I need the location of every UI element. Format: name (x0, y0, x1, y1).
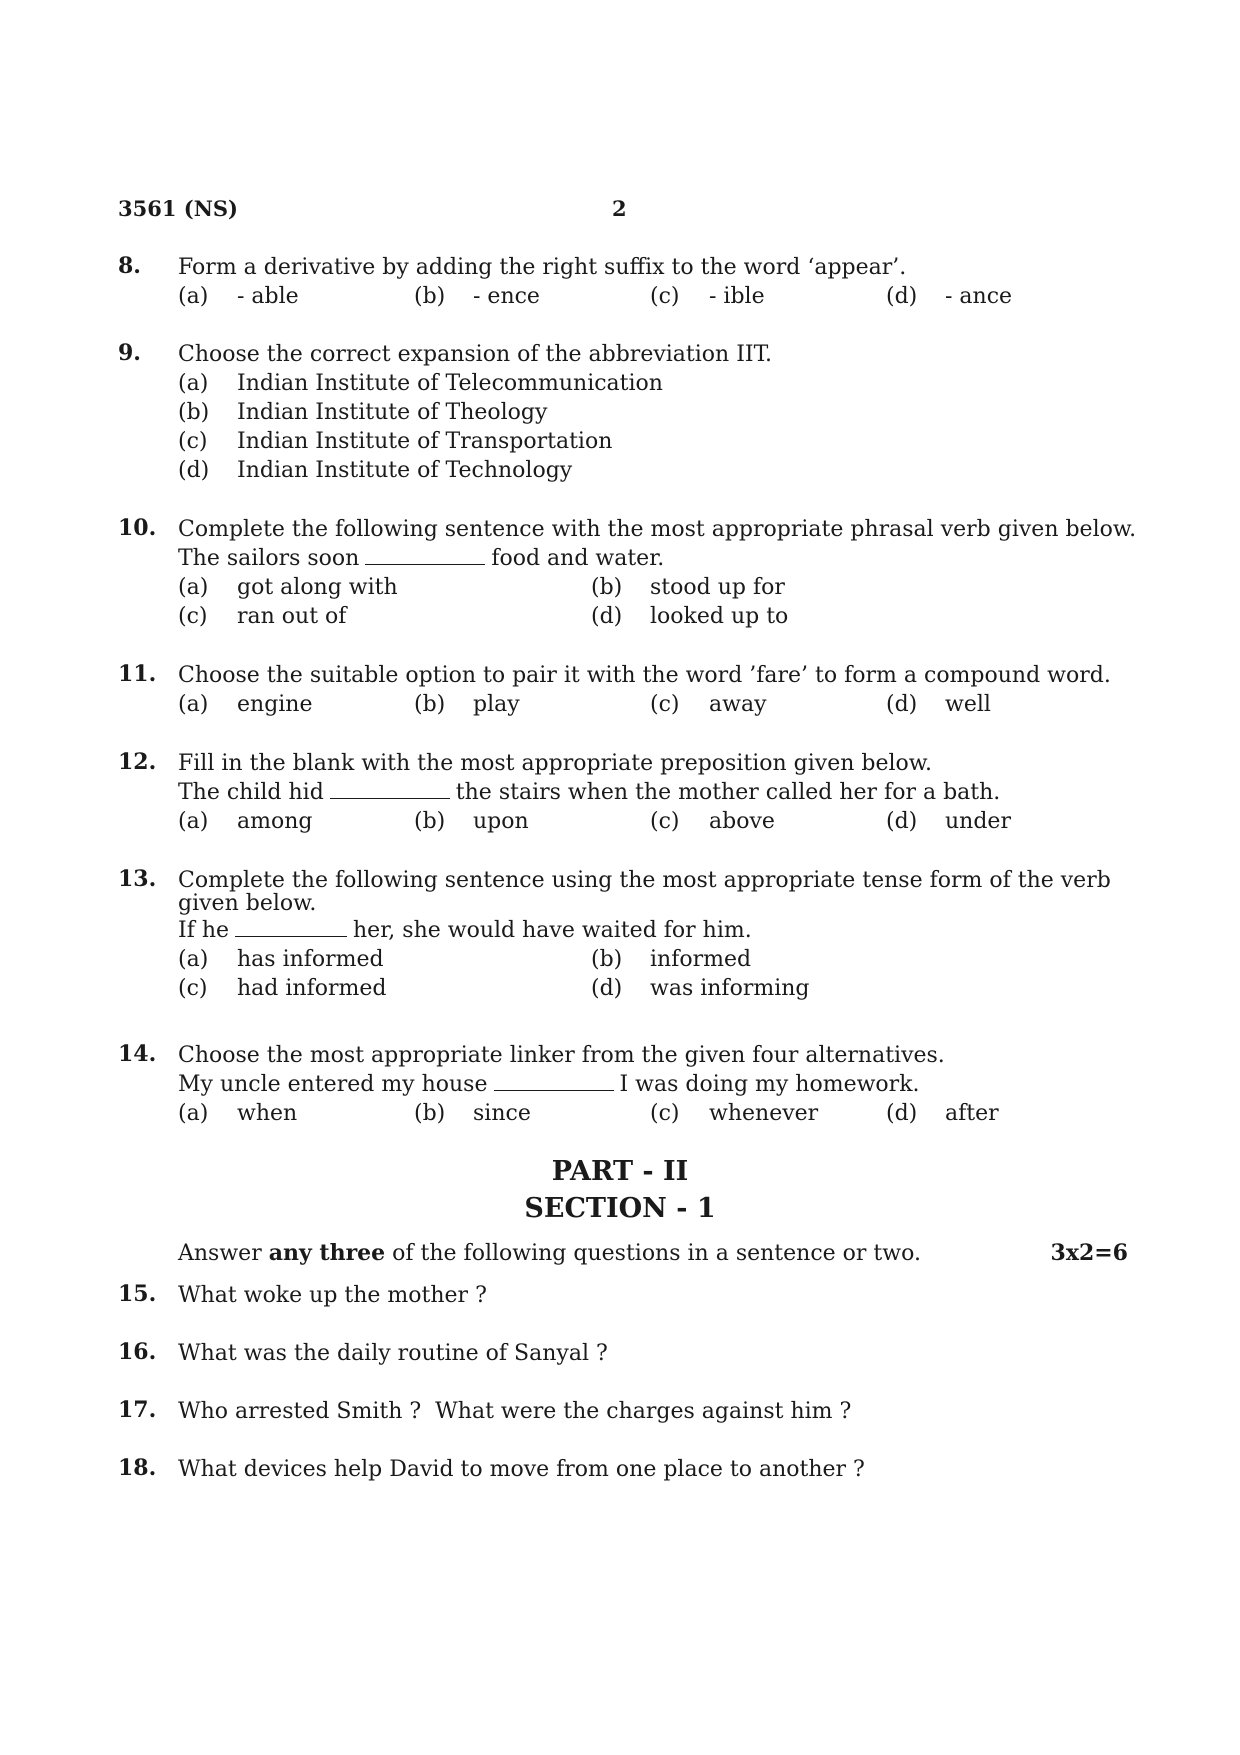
option-c (650, 1099, 886, 1128)
question-number: 10. (118, 515, 157, 541)
option-text: Indian Institute of Transportation (237, 429, 613, 454)
option-label: (d) (886, 1101, 918, 1126)
question-text: Complete the following sentence using the most appropriate tense form of the verb (178, 868, 1111, 893)
answer-blank (365, 546, 485, 565)
option-label: (c) (178, 429, 208, 454)
question-11 (118, 661, 1128, 719)
option-b (178, 398, 1128, 427)
option-label: (c) (650, 692, 680, 717)
instruction-end: of the following questions in a sentence or two. (392, 1241, 921, 1266)
option-a (178, 807, 414, 836)
option-text: was informing (650, 976, 810, 1001)
options (178, 945, 1128, 1003)
question-text: Choose the correct expansion of the abbreviation IIT. (178, 342, 773, 367)
option-c (650, 807, 886, 836)
question-number: 16. (118, 1339, 157, 1365)
answer-blank (330, 780, 450, 799)
sentence-start: My uncle entered my house (178, 1072, 488, 1097)
question-17 (118, 1397, 1128, 1426)
question-text: Complete the following sentence with the most appropriate phrasal verb given below. (178, 517, 1137, 542)
option-label: (d) (591, 604, 623, 629)
option-text: - ance (945, 284, 1013, 309)
option-a (178, 690, 414, 719)
option-text: play (473, 692, 520, 717)
page-number: 2 (612, 196, 627, 221)
question-number: 8. (118, 253, 141, 279)
option-a (178, 573, 591, 602)
options (178, 573, 1128, 631)
question-text-continued: given below. (178, 891, 317, 916)
instruction-start: Answer (178, 1241, 262, 1266)
option-label: (c) (178, 604, 208, 629)
question-8 (118, 253, 1128, 311)
option-text: upon (473, 809, 529, 834)
answer-blank (494, 1072, 614, 1091)
option-b (414, 282, 650, 311)
option-label: (a) (178, 1101, 209, 1126)
option-label: (c) (178, 976, 208, 1001)
option-label: (a) (178, 692, 209, 717)
option-a (178, 945, 591, 974)
option-d (886, 282, 1122, 311)
options (178, 1099, 1128, 1128)
question-12 (118, 749, 1128, 836)
question-16 (118, 1339, 1128, 1368)
option-text: well (945, 692, 991, 717)
question-18 (118, 1455, 1128, 1484)
question-number: 9. (118, 340, 141, 366)
option-label: (c) (650, 809, 680, 834)
question-sentence (178, 778, 1128, 807)
option-b (591, 573, 1004, 602)
option-text: whenever (709, 1101, 819, 1126)
sentence-end: food and water. (491, 546, 665, 571)
question-text: What devices help David to move from one place to another ? (178, 1457, 865, 1482)
part-title: PART - II (551, 1156, 689, 1187)
option-text: ran out of (237, 604, 347, 629)
option-label: (b) (414, 284, 446, 309)
options (178, 690, 1128, 719)
question-number: 15. (118, 1281, 157, 1307)
question-text: What was the daily routine of Sanyal ? (178, 1341, 608, 1366)
option-label: (a) (178, 947, 209, 972)
marks-allocation: 3x2=6 (1050, 1240, 1128, 1266)
sentence-end: her, she would have waited for him. (353, 918, 752, 943)
option-label: (d) (886, 284, 918, 309)
option-label: (d) (886, 809, 918, 834)
option-label: (a) (178, 284, 209, 309)
question-number: 14. (118, 1041, 157, 1067)
options (178, 369, 1128, 485)
option-text: engine (237, 692, 313, 717)
question-sentence (178, 544, 1128, 573)
option-d (591, 602, 1004, 631)
option-c (178, 974, 591, 1003)
question-number: 17. (118, 1397, 157, 1423)
option-text: away (709, 692, 767, 717)
option-text: above (709, 809, 775, 834)
question-10 (118, 515, 1137, 631)
option-d (178, 456, 1128, 485)
option-label: (b) (414, 692, 446, 717)
question-text: Choose the most appropriate linker from the given four alternatives. (178, 1043, 945, 1068)
question-13 (118, 866, 1128, 1003)
option-label: (d) (591, 976, 623, 1001)
option-label: (b) (591, 947, 623, 972)
option-b (414, 807, 650, 836)
option-label: (a) (178, 809, 209, 834)
option-text: had informed (237, 976, 387, 1001)
option-c (178, 427, 1128, 456)
option-d (886, 1099, 1122, 1128)
option-label: (a) (178, 371, 209, 396)
option-text: - ible (709, 284, 765, 309)
question-text: Form a derivative by adding the right suffix to the word ‘appear’. (178, 255, 907, 280)
sentence-end: I was doing my homework. (619, 1072, 920, 1097)
option-text: Indian Institute of Theology (237, 400, 548, 425)
question-sentence (178, 916, 1128, 945)
option-b (414, 690, 650, 719)
option-text: after (945, 1101, 999, 1126)
option-label: (b) (591, 575, 623, 600)
option-text: stood up for (650, 575, 785, 600)
option-text: among (237, 809, 313, 834)
question-text: Choose the suitable option to pair it with the word ’fare’ to form a compound word. (178, 663, 1111, 688)
option-c (650, 282, 886, 311)
question-sentence (178, 1070, 1128, 1099)
question-9 (118, 340, 1128, 485)
option-text: when (237, 1101, 298, 1126)
option-text: since (473, 1101, 531, 1126)
option-text: got along with (237, 575, 398, 600)
section-instruction (178, 1240, 1128, 1266)
option-label: (b) (414, 1101, 446, 1126)
option-text: - able (237, 284, 299, 309)
option-text: under (945, 809, 1011, 834)
options (178, 807, 1128, 836)
question-15 (118, 1281, 1128, 1310)
question-number: 13. (118, 866, 157, 892)
option-d (886, 690, 1122, 719)
option-label: (d) (178, 458, 210, 483)
options (178, 282, 1128, 311)
instruction-emphasis: any three (268, 1240, 386, 1266)
question-text: What woke up the mother ? (178, 1283, 487, 1308)
option-a (178, 1099, 414, 1128)
option-b (591, 945, 1004, 974)
paper-code: 3561 (NS) (118, 196, 238, 221)
option-text: looked up to (650, 604, 789, 629)
question-number: 12. (118, 749, 157, 775)
sentence-start: The child hid (178, 780, 324, 805)
option-d (591, 974, 1004, 1003)
question-number: 18. (118, 1455, 157, 1481)
option-label: (c) (650, 284, 680, 309)
question-number: 11. (118, 661, 157, 687)
option-text: informed (650, 947, 752, 972)
option-a (178, 369, 1128, 398)
option-text: Indian Institute of Telecommunication (237, 371, 663, 396)
option-text: Indian Institute of Technology (237, 458, 573, 483)
option-label: (b) (414, 809, 446, 834)
section-title: SECTION - 1 (524, 1193, 716, 1224)
question-text: Fill in the blank with the most appropriate preposition given below. (178, 751, 932, 776)
sentence-start: The sailors soon (178, 546, 360, 571)
question-14 (118, 1041, 1128, 1128)
option-d (886, 807, 1122, 836)
option-c (178, 602, 591, 631)
option-label: (b) (178, 400, 210, 425)
sentence-start: If he (178, 918, 230, 943)
option-text: has informed (237, 947, 384, 972)
question-text: Who arrested Smith ? What were the charges against him ? (178, 1399, 852, 1424)
sentence-end: the stairs when the mother called her for a bath. (455, 780, 1001, 805)
option-text: - ence (473, 284, 540, 309)
option-label: (a) (178, 575, 209, 600)
option-label: (c) (650, 1101, 680, 1126)
option-a (178, 282, 414, 311)
option-b (414, 1099, 650, 1128)
answer-blank (235, 918, 347, 937)
option-c (650, 690, 886, 719)
option-label: (d) (886, 692, 918, 717)
